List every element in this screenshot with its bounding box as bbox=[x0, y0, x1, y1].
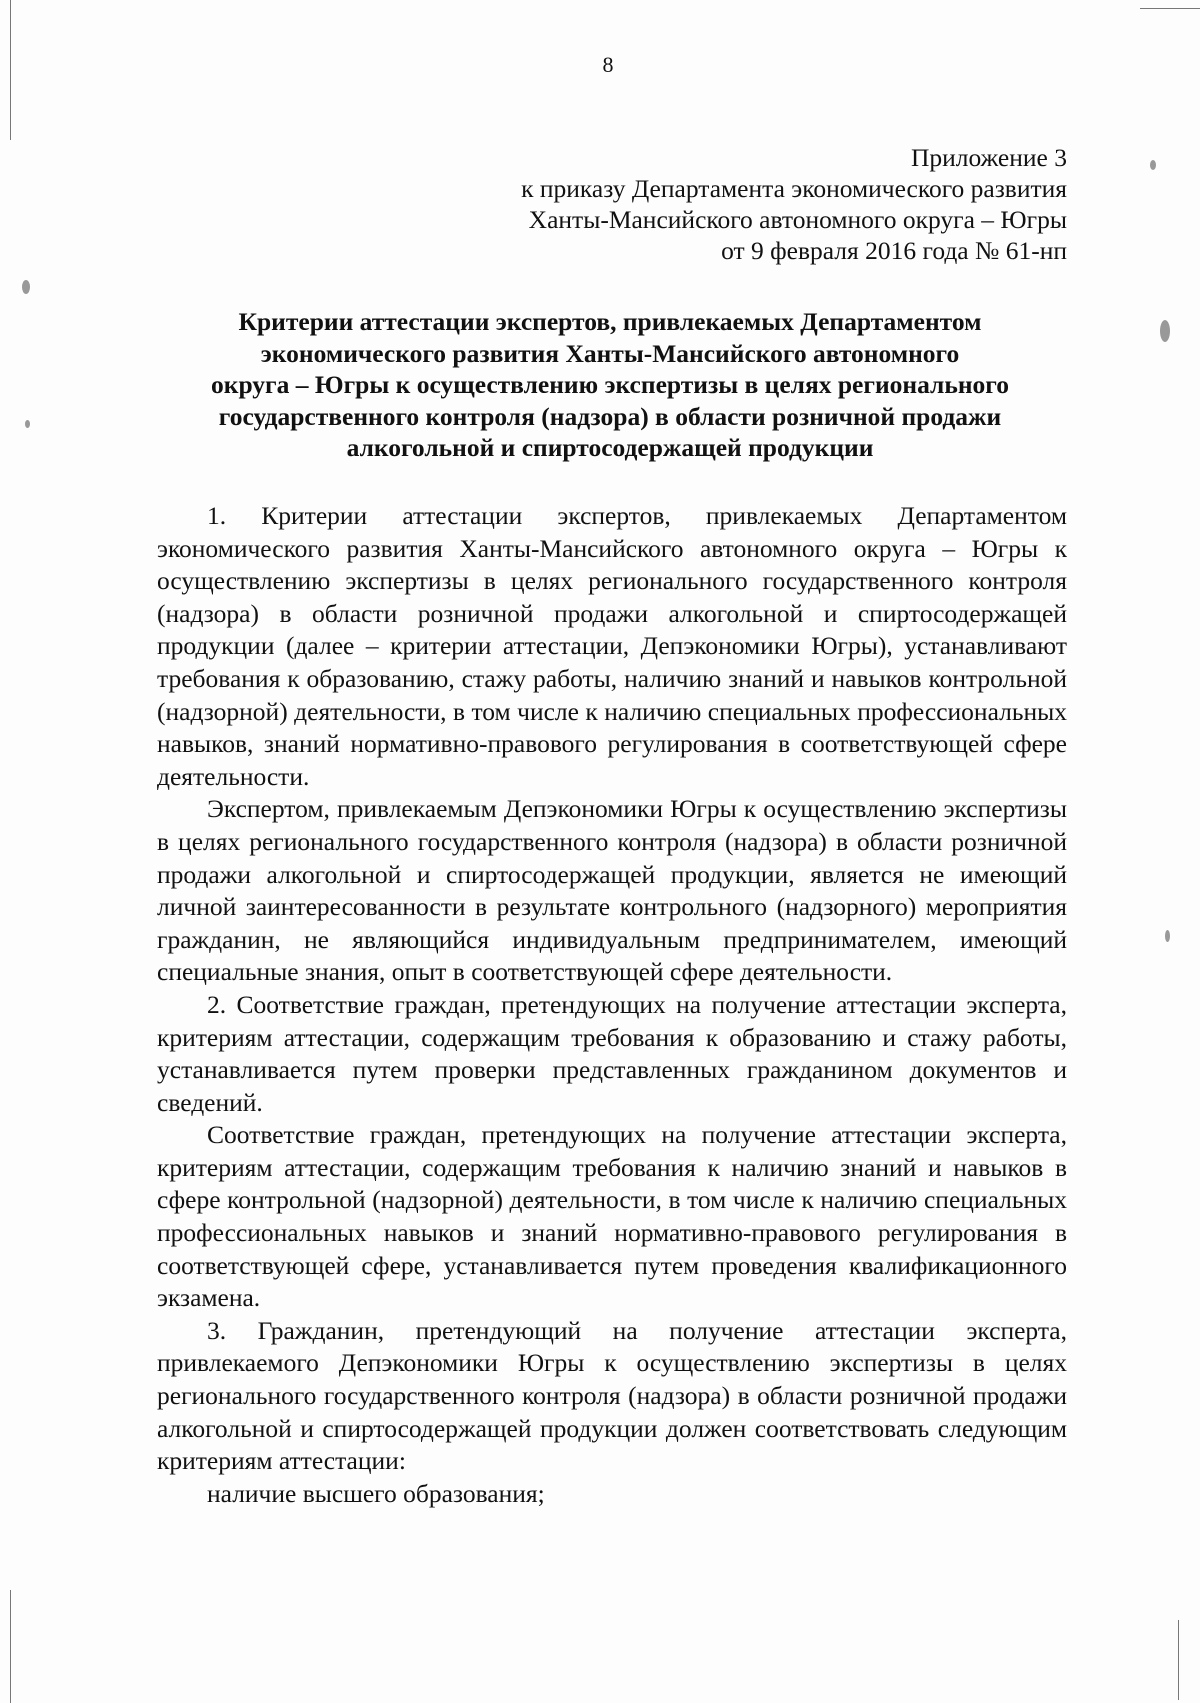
scan-edge-left-lower bbox=[10, 1590, 11, 1703]
title-line: округа – Югры к осуществлению экспертизы в целях регионального bbox=[211, 370, 1009, 399]
annex-header bbox=[427, 142, 1067, 266]
scan-speck bbox=[1150, 160, 1156, 170]
document-body bbox=[157, 500, 1067, 1510]
annex-line: Ханты-Мансийского автономного округа – Югры bbox=[528, 205, 1067, 234]
title-line: алкогольной и спиртосодержащей продукции bbox=[346, 433, 874, 462]
page-number: 8 bbox=[602, 52, 614, 77]
paragraph: 1. Критерии аттестации экспертов, привлекаемых Департаментом экономического развития Ханты-Мансийского автономного округа – Югры к осуществлению экспертизы в целях регионального государственного контроля (надзора) в области розничной продажи алкогольной и спиртосодержащей продукции (далее – критерии аттестации, Депэкономики Югры), устанавливают требования к образованию, стажу работы, наличию знаний и навыков контрольной (надзорной) деятельности, в том числе к наличию специальных профессиональных навыков, знаний нормативно-правового регулирования в соответствующей сфере деятельности. bbox=[157, 501, 1067, 791]
scan-speck bbox=[22, 280, 30, 294]
document-title bbox=[120, 306, 1100, 464]
annex-line: к приказу Департамента экономического развития bbox=[521, 174, 1067, 203]
annex-line: Приложение 3 bbox=[911, 143, 1067, 172]
paragraph: наличие высшего образования; bbox=[207, 1478, 545, 1508]
paragraph: 3. Гражданин, претендующий на получение аттестации эксперта, привлекаемого Депэкономики Югры к осуществлению экспертизы в целях регионального государственного контроля (надзора) в области розничной продажи алкогольной и спиртосодержащей продукции должен соответствовать следующим критериям аттестации: bbox=[157, 1315, 1067, 1476]
title-line: государственного контроля (надзора) в области розничной продажи bbox=[218, 401, 1002, 431]
scan-edge-top-right bbox=[1140, 8, 1200, 9]
paragraph: Экспертом, привлекаемым Депэкономики Югры к осуществлению экспертизы в целях регионального государственного контроля (надзора) в области розничной продажи алкогольной и спиртосодержащей продукции, является не имеющий личной заинтересованности в результате контрольного (надзорного) мероприятия гражданин, не являющийся индивидуальным предпринимателем, имеющий специальные знания, опыт в соответствующей сфере деятельности. bbox=[157, 794, 1067, 987]
paragraph: Соответствие граждан, претендующих на получение аттестации эксперта, критериям аттестации, содержащим требования к наличию знаний и навыков в сфере контрольной (надзорной) деятельности, в том числе к наличию специальных профессиональных навыков и знаний нормативно-правового регулирования в соответствующей сфере, устанавливается путем проведения квалификационного экзамена. bbox=[157, 1120, 1067, 1313]
title-line: экономического развития Ханты-Мансийского автономного bbox=[260, 338, 960, 368]
scan-speck bbox=[1160, 320, 1170, 342]
annex-line: от 9 февраля 2016 года № 61-нп bbox=[721, 236, 1067, 265]
title-line: Критерии аттестации экспертов, привлекаемых Департаментом bbox=[238, 307, 982, 336]
scan-edge-right bbox=[1178, 1620, 1179, 1700]
scan-speck bbox=[25, 420, 30, 428]
scan-speck bbox=[1165, 930, 1170, 942]
paragraph: 2. Соответствие граждан, претендующих на получение аттестации эксперта, критериям аттестации, содержащим требования к образованию и стажу работы, устанавливается путем проверки представленных гражданином документов и сведений. bbox=[157, 989, 1067, 1117]
